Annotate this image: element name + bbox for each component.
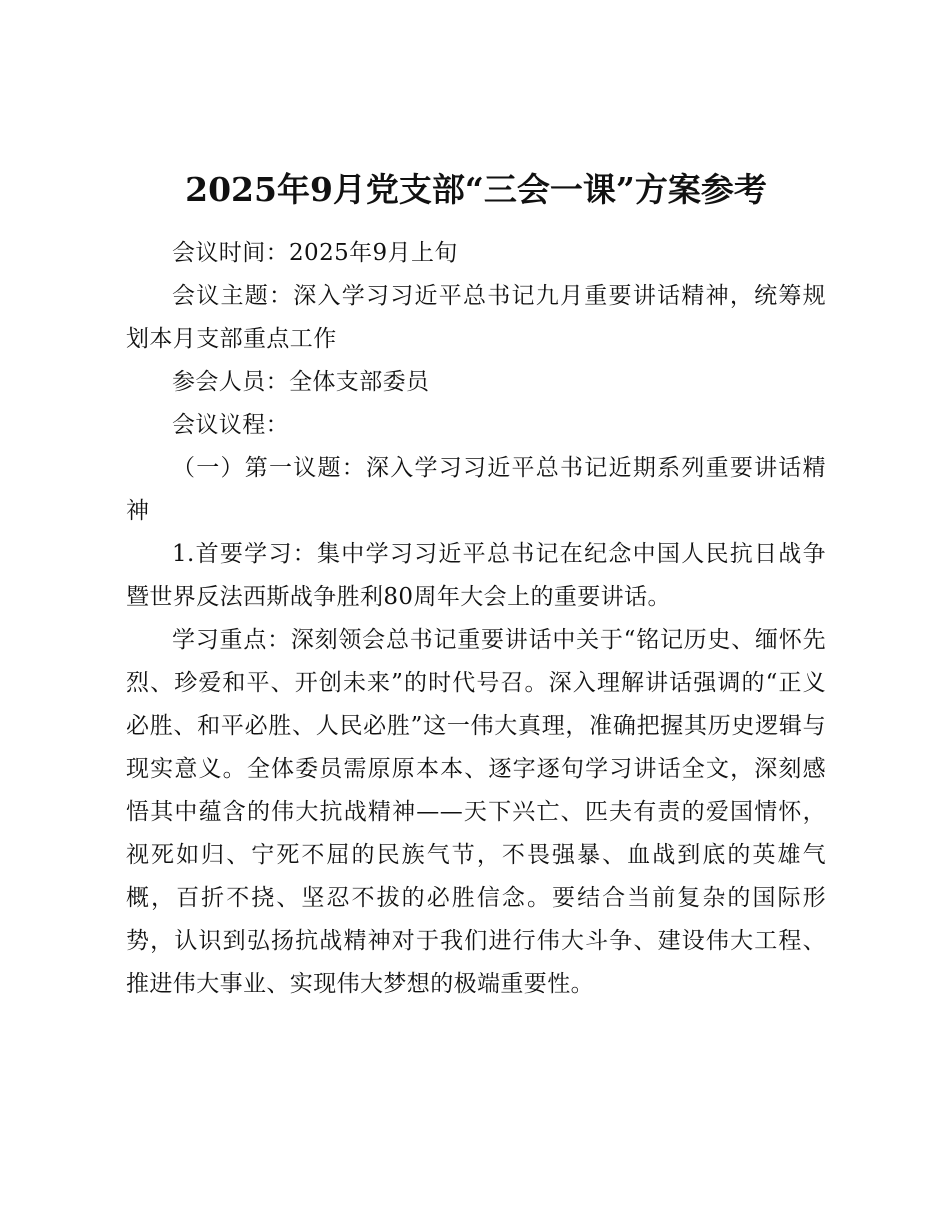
meeting-attendees: 参会人员：全体支部委员 xyxy=(172,369,430,395)
meeting-theme: 会议主题：深入学习习近平总书记九月重要讲话精神，统筹规划本月支部重点工作 xyxy=(126,283,826,352)
agenda-item-1-heading: （一）第一议题：深入学习习近平总书记近期系列重要讲话精神 xyxy=(126,455,826,524)
meeting-agenda-label: 会议议程： xyxy=(172,412,289,438)
document-page xyxy=(126,168,826,1006)
primary-study-paragraph: 1.首要学习：集中学习习近平总书记在纪念中国人民抗日战争暨世界反法西斯战争胜利80周年大会上的重要讲话。 xyxy=(126,541,826,610)
meeting-time: 会议时间：2025年9月上旬 xyxy=(172,240,458,266)
study-focus-paragraph: 学习重点：深刻领会总书记重要讲话中关于“铭记历史、缅怀先烈、珍爱和平、开创未来”的时代号召。深入理解讲话强调的“正义必胜、和平必胜、人民必胜”这一伟大真理，准确把握其历史逻辑与现实意义。全体委员需原原本本、逐字逐句学习讲话全文，深刻感悟其中蕴含的伟大抗战精神——天下兴亡、匹夫有责的爱国情怀，视死如归、宁死不屈的民族气节，不畏强暴、血战到底的英雄气概，百折不挠、坚忍不拔的必胜信念。要结合当前复杂的国际形势，认识到弘扬抗战精神对于我们进行伟大斗争、建设伟大工程、推进伟大事业、实现伟大梦想的极端重要性。 xyxy=(126,627,826,997)
document-title: 2025年9月党支部“三会一课”方案参考 xyxy=(185,170,767,209)
